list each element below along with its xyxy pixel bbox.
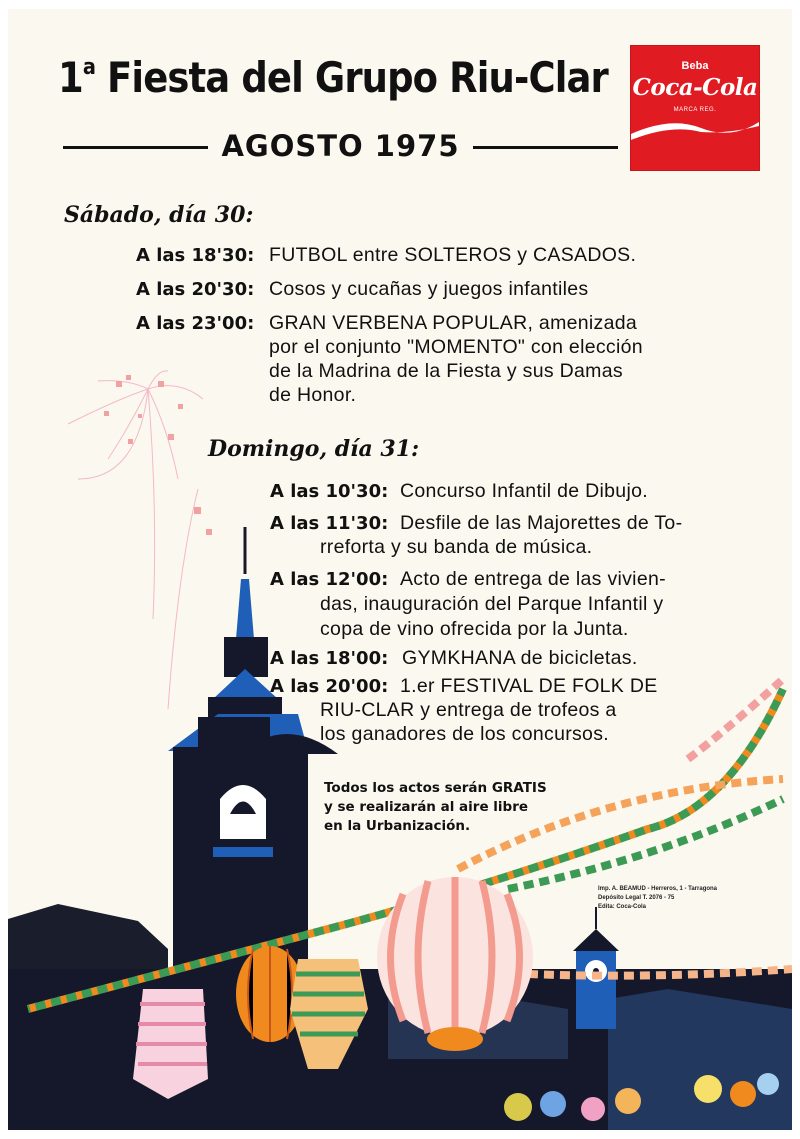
event-desc: FUTBOL entre SOLTEROS y CASADOS.: [269, 244, 637, 266]
title-number-sup: a: [82, 55, 96, 80]
imprint-line: Imp. A. BEAMUD - Herreros, 1 - Tarragona: [598, 886, 718, 892]
event-time: A las 20'00:: [270, 676, 389, 697]
event-time: A las 18'00:: [270, 648, 389, 669]
event-desc: Desfile de las Majorettes de To-: [400, 512, 683, 534]
event-desc: Cosos y cucañas y juegos infantiles: [269, 278, 589, 300]
sponsor-logo-text: Coca-Cola: [632, 74, 758, 101]
event-desc: GRAN VERBENA POPULAR, amenizada: [269, 312, 638, 334]
event-desc: GYMKHANA de bicicletas.: [402, 647, 638, 669]
sponsor-marca: MARCA REG.: [673, 107, 717, 113]
event-desc: Acto de entrega de las vivien-: [400, 568, 666, 590]
event-sun-4: [270, 646, 770, 672]
event-sun-2: [270, 511, 770, 563]
event-sun-1: [270, 479, 770, 505]
event-time: A las 10'30:: [270, 481, 389, 502]
imprint-line: Depósito Legal T. 2076 - 75: [598, 895, 675, 901]
sponsor-beba: Beba: [681, 60, 709, 72]
sponsor-logo: [630, 45, 760, 171]
lantern-striped-icon: [133, 989, 208, 1099]
event-desc: de Honor.: [269, 384, 357, 406]
note-line: y se realizarán al aire libre: [324, 799, 529, 815]
event-desc: los ganadores de los concursos.: [320, 723, 609, 745]
printer-imprint: [598, 885, 717, 912]
event-desc: rreforta y su banda de música.: [320, 536, 593, 558]
event-time: A las 12'00:: [270, 569, 389, 590]
event-desc: por el conjunto "MOMENTO" con elección: [269, 336, 643, 358]
clock-tower-icon: [573, 907, 619, 1029]
event-sat-3: [136, 311, 776, 411]
imprint-line: Edita: Coca-Cola: [598, 904, 647, 910]
event-sat-2: [136, 277, 756, 303]
poster-title: [58, 53, 608, 102]
event-date: AGOSTO 1975: [221, 129, 460, 163]
event-time: A las 20'30:: [136, 279, 255, 300]
note-line: en la Urbanización.: [324, 818, 471, 834]
event-desc: RIU-CLAR y entrega de trofeos a: [320, 699, 617, 721]
event-time: A las 18'30:: [136, 245, 255, 266]
free-events-note: [324, 779, 547, 836]
date-row: [63, 127, 618, 167]
event-time: A las 11'30:: [270, 513, 389, 534]
note-line: Todos los actos serán GRATIS: [324, 780, 547, 796]
poster: [8, 9, 792, 1130]
event-desc: de la Madrina de la Fiesta y sus Damas: [269, 360, 623, 382]
divider: [473, 146, 618, 149]
event-desc: das, inauguración del Parque Infantil y: [320, 593, 664, 615]
title-text: Fiesta del Grupo Riu-Clar: [107, 53, 608, 102]
event-time: A las 23'00:: [136, 313, 255, 334]
sunday-heading: Domingo, día 31:: [208, 436, 420, 462]
event-desc: Concurso Infantil de Dibujo.: [400, 480, 648, 502]
event-desc: copa de vino ofrecida por la Junta.: [320, 618, 629, 640]
saturday-heading: Sábado, día 30:: [64, 202, 254, 228]
event-desc: 1.er FESTIVAL DE FOLK DE: [400, 675, 658, 697]
event-sun-5: [270, 674, 770, 750]
title-number: 1: [58, 53, 83, 102]
divider: [63, 146, 208, 149]
dynamic-ribbon-icon: [631, 116, 759, 146]
event-sun-3: [270, 567, 770, 643]
fireworks-icon: [68, 371, 203, 709]
event-sat-1: [136, 243, 756, 269]
